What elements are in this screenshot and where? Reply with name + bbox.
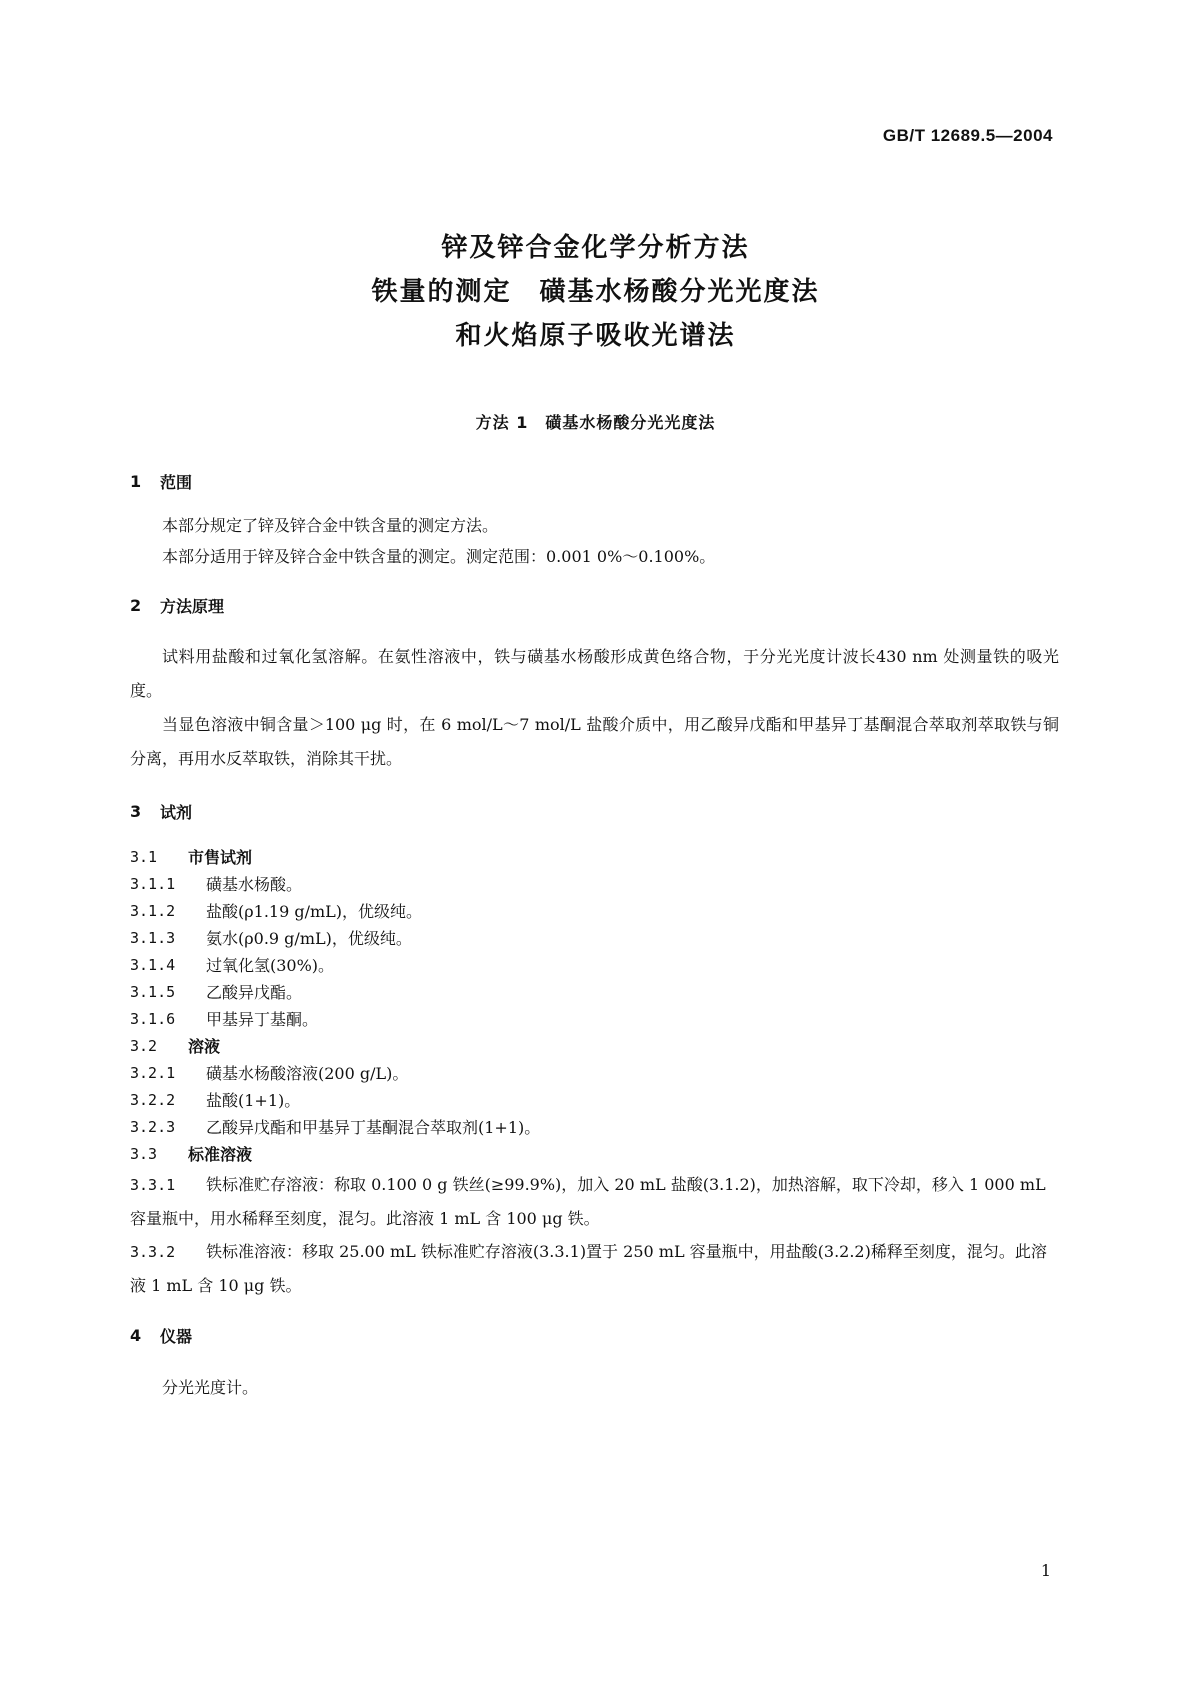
item-number: 3.1.3 [130, 929, 176, 947]
list-item [130, 1087, 1059, 1114]
item-number: 3.1.6 [130, 1010, 176, 1028]
title-line-1: 锌及锌合金化学分析方法 [441, 233, 750, 263]
section-title: 方法原理 [160, 596, 225, 616]
document-body [130, 470, 1059, 1403]
item-number: 3.1.4 [130, 956, 176, 974]
title-line-3: 和火焰原子吸收光谱法 [455, 321, 736, 351]
section-heading-apparatus [130, 1324, 1059, 1346]
list-item [130, 871, 1059, 898]
item-text: 氨水(ρ0.9 g/mL)，优级纯。 [206, 929, 412, 948]
item-text: 盐酸(ρ1.19 g/mL)，优级纯。 [206, 902, 423, 921]
item-text: 盐酸(1+1)。 [206, 1091, 301, 1110]
list-item [130, 952, 1059, 979]
subsection-title: 市售试剂 [188, 848, 253, 867]
item-number: 3.1.5 [130, 983, 176, 1001]
subsection-heading [130, 1141, 1059, 1168]
list-item [130, 979, 1059, 1006]
item-number: 3.1.2 [130, 902, 176, 920]
section-number: 3 [130, 801, 142, 821]
item-number: 3.3.2 [130, 1243, 176, 1261]
section-heading-scope [130, 470, 1059, 492]
standard-code: GB/T 12689.5—2004 [882, 126, 1053, 145]
subsection-heading [130, 1033, 1059, 1060]
paragraph: 本部分规定了锌及锌合金中铁含量的测定方法。 [162, 516, 499, 535]
subsection-number: 3.3 [130, 1145, 158, 1163]
subsection-title: 标准溶液 [188, 1145, 253, 1164]
item-text: 乙酸异戊酯。 [206, 983, 303, 1002]
list-item [130, 1060, 1059, 1087]
item-text: 乙酸异戊酯和甲基异丁基酮混合萃取剂(1+1)。 [206, 1118, 541, 1137]
item-number: 3.3.1 [130, 1176, 176, 1194]
section-number: 2 [130, 595, 142, 615]
list-item [130, 1168, 1059, 1235]
paragraph: 分光光度计。 [162, 1378, 259, 1397]
page-number: 1 [1040, 1561, 1051, 1580]
list-item [130, 1235, 1059, 1302]
section-title: 范围 [160, 472, 193, 492]
item-number: 3.2.2 [130, 1091, 176, 1109]
list-item [130, 925, 1059, 952]
item-text: 过氧化氢(30%)。 [206, 956, 335, 975]
section-heading-reagents [130, 800, 1059, 822]
item-text: 磺基水杨酸。 [206, 875, 303, 894]
title-line-2: 铁量的测定 磺基水杨酸分光光度法 [371, 277, 820, 307]
subsection-number: 3.2 [130, 1037, 158, 1055]
section-number: 1 [130, 471, 142, 491]
list-item [130, 1114, 1059, 1141]
section-title: 试剂 [160, 802, 193, 822]
method-title: 方法 1 磺基水杨酸分光光度法 [475, 413, 716, 432]
document-title [0, 226, 1191, 358]
item-text: 铁标准溶液：移取 25.00 mL 铁标准贮存溶液(3.3.1)置于 250 mL 容量瓶中，用盐酸(3.2.2)稀释至刻度，混匀。此溶液 1 mL 含 10 μg 铁。 [130, 1242, 1047, 1295]
section-number: 4 [130, 1325, 142, 1345]
paragraph: 试料用盐酸和过氧化氢溶解。在氨性溶液中，铁与磺基水杨酸形成黄色络合物，于分光光度计波长430 nm 处测量铁的吸光度。 [130, 647, 1059, 700]
section-heading-principle [130, 594, 1059, 616]
item-number: 3.2.1 [130, 1064, 176, 1082]
item-text: 甲基异丁基酮。 [206, 1010, 319, 1029]
paragraph: 本部分适用于锌及锌合金中铁含量的测定。测定范围：0.001 0%～0.100%。 [162, 547, 716, 566]
subsection-number: 3.1 [130, 848, 158, 866]
item-number: 3.1.1 [130, 875, 176, 893]
item-number: 3.2.3 [130, 1118, 176, 1136]
section-title: 仪器 [160, 1326, 193, 1346]
item-text: 磺基水杨酸溶液(200 g/L)。 [206, 1064, 409, 1083]
item-text: 铁标准贮存溶液：称取 0.100 0 g 铁丝(≥99.9%)，加入 20 mL 盐酸(3.1.2)，加热溶解，取下冷却，移入 1 000 mL 容量瓶中，用水稀释至刻度，混匀。此溶液 1 mL 含 100 μg 铁。 [130, 1175, 1046, 1228]
paragraph: 当显色溶液中铜含量＞100 μg 时，在 6 mol/L～7 mol/L 盐酸介质中，用乙酸异戊酯和甲基异丁基酮混合萃取剂萃取铁与铜分离，再用水反萃取铁，消除其干扰。 [130, 715, 1059, 768]
subsection-heading [130, 844, 1059, 871]
subsection-title: 溶液 [188, 1037, 221, 1056]
list-item [130, 1006, 1059, 1033]
list-item [130, 898, 1059, 925]
